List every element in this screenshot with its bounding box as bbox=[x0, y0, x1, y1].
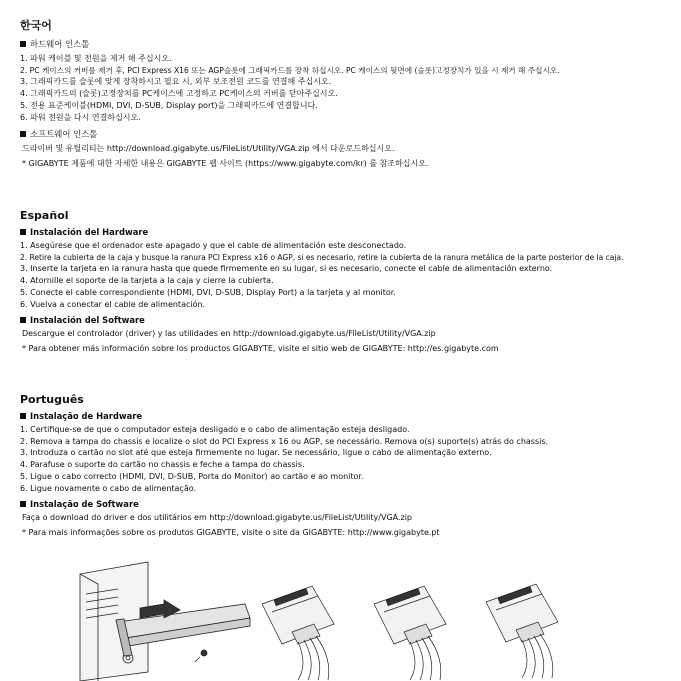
software-download-text: Faça o download do driver e dos utilitários em http://download.gigabyte.us/FileList/Utility/VGA.zip bbox=[22, 513, 413, 523]
portuguese-section bbox=[20, 393, 675, 538]
language-heading: Português bbox=[20, 393, 84, 406]
step-item: 4. Atornille el soporte de la tarjeta a la caja y cierre la cubierta. bbox=[20, 276, 274, 286]
software-install-heading: 소프트웨어 인스톨 bbox=[20, 128, 675, 140]
installation-illustrations bbox=[0, 560, 681, 681]
website-note: * Para mais informações sobre os produtos GIGABYTE, visite o site da GIGABYTE: http://www.gigabyte.pt bbox=[22, 528, 440, 538]
spanish-section bbox=[20, 209, 675, 354]
korean-section bbox=[20, 17, 675, 169]
hardware-steps bbox=[20, 53, 675, 123]
website-note: * Para obtener más información sobre los productos GIGABYTE, visite el sitio web de GIGABYTE: http://es.gigabyte.com bbox=[22, 344, 499, 354]
step-item: 2. Remova a tampa do chassis e localize o slot do PCI Express x 16 ou AGP, se necessário. Remova o(s) suporte(s) atrás do chassis. bbox=[20, 436, 549, 446]
step-item: 6. Vuelva a conectar el cable de alimentación. bbox=[20, 299, 206, 309]
software-download-text: 드라이버 및 유틸리티는 http://download.gigabyte.us/FileList/Utility/VGA.zip 에서 다운로드하십시오. bbox=[22, 144, 395, 154]
bullet-square-icon bbox=[20, 229, 26, 235]
step-item: 3. 그래픽카드를 슬롯에 맞게 장착하시고 필요 시, 외부 보조전원 코드를 연결해 주십시오. bbox=[20, 77, 332, 87]
bullet-square-icon bbox=[20, 41, 26, 47]
power-connector-illustration bbox=[374, 586, 446, 680]
hardware-install-heading: 하드웨어 인스톨 bbox=[20, 38, 675, 50]
bullet-square-icon bbox=[20, 501, 26, 507]
step-item: 1. Asegúrese que el ordenador este apagado y que el cable de alimentación este desconectado. bbox=[20, 241, 407, 250]
bullet-square-icon bbox=[20, 317, 26, 323]
hardware-steps bbox=[20, 424, 675, 494]
website-note: * GIGABYTE 제품에 대한 자세한 내용은 GIGABYTE 웹 사이트 (https://www.gigabyte.com/kr) 를 참조하십시오. bbox=[22, 159, 429, 169]
card-insertion-illustration bbox=[80, 562, 250, 681]
language-heading: Español bbox=[20, 209, 69, 222]
step-item: 5. Conecte el cable correspondiente (HDMI, DVI, D-SUB, Display Port) a la tarjeta y al monitor. bbox=[20, 287, 396, 297]
hardware-install-heading: Instalação de Hardware bbox=[20, 411, 675, 421]
step-item: 3. Inserte la tarjeta en la ranura hasta que quede firmemente en su lugar, si es necesario, conecte el cable de alimentación externo. bbox=[20, 264, 553, 274]
step-item: 6. 파워 전원을 다시 연결하십시오. bbox=[20, 112, 141, 122]
step-item: 4. Parafuse o suporte do cartão no chassis e feche a tampa do chassis. bbox=[20, 460, 305, 470]
power-connector-illustration bbox=[262, 586, 334, 680]
step-item: 5. 전용 표준케이블(HDMI, DVI, D-SUB, Display port)을 그래픽카드에 연결합니다. bbox=[20, 100, 318, 110]
step-item: 1. 파워 케이블 및 전원을 제거 해 주십시오. bbox=[20, 54, 172, 63]
software-download-text: Descargue el controlador (driver) y las utilidades en http://download.gigabyte.us/FileList/Utility/VGA.zip bbox=[22, 329, 436, 339]
software-install-heading: Instalação de Software bbox=[20, 499, 675, 509]
step-item: 2. Retire la cubierta de la caja y busque la ranura PCI Express x16 o AGP, si es necesario, retire la cubierta de la ranura metálica de la parte posterior de la caja. bbox=[20, 252, 624, 262]
language-heading: 한국어 bbox=[20, 19, 52, 32]
step-item: 5. Ligue o cabo correcto (HDMI, DVI, D-SUB, Porta do Monitor) ao cartão e ao monitor. bbox=[20, 471, 364, 481]
bullet-square-icon bbox=[20, 131, 26, 137]
step-item: 3. Introduza o cartão no slot até que esteja firmemente no lugar. Se necessário, ligue o cabo de alimentação externo. bbox=[20, 448, 492, 458]
step-item: 4. 그래픽카드의 (슬롯)고정장치를 PC케이스에 고정하고 PC케이스의 커버를 닫아주십시오. bbox=[20, 89, 338, 99]
software-install-heading: Instalación del Software bbox=[20, 315, 675, 325]
hardware-steps bbox=[20, 240, 675, 310]
step-item: 2. PC 케이스의 커버를 제거 후, PCI Express X16 또는 AGP슬롯에 그래픽카드를 장착 하십시오. PC 케이스의 뒷면에 (슬롯)고정장치가 있을 시 제거 해 주십시오. bbox=[20, 65, 560, 75]
power-connector-illustration bbox=[486, 584, 558, 678]
step-item: 1. Certifique-se de que o computador esteja desligado e o cabo de alimentação esteja desligado. bbox=[20, 425, 410, 434]
step-item: 6. Ligue novamente o cabo de alimentação. bbox=[20, 483, 197, 493]
hardware-install-heading: Instalación del Hardware bbox=[20, 227, 675, 237]
bullet-square-icon bbox=[20, 413, 26, 419]
